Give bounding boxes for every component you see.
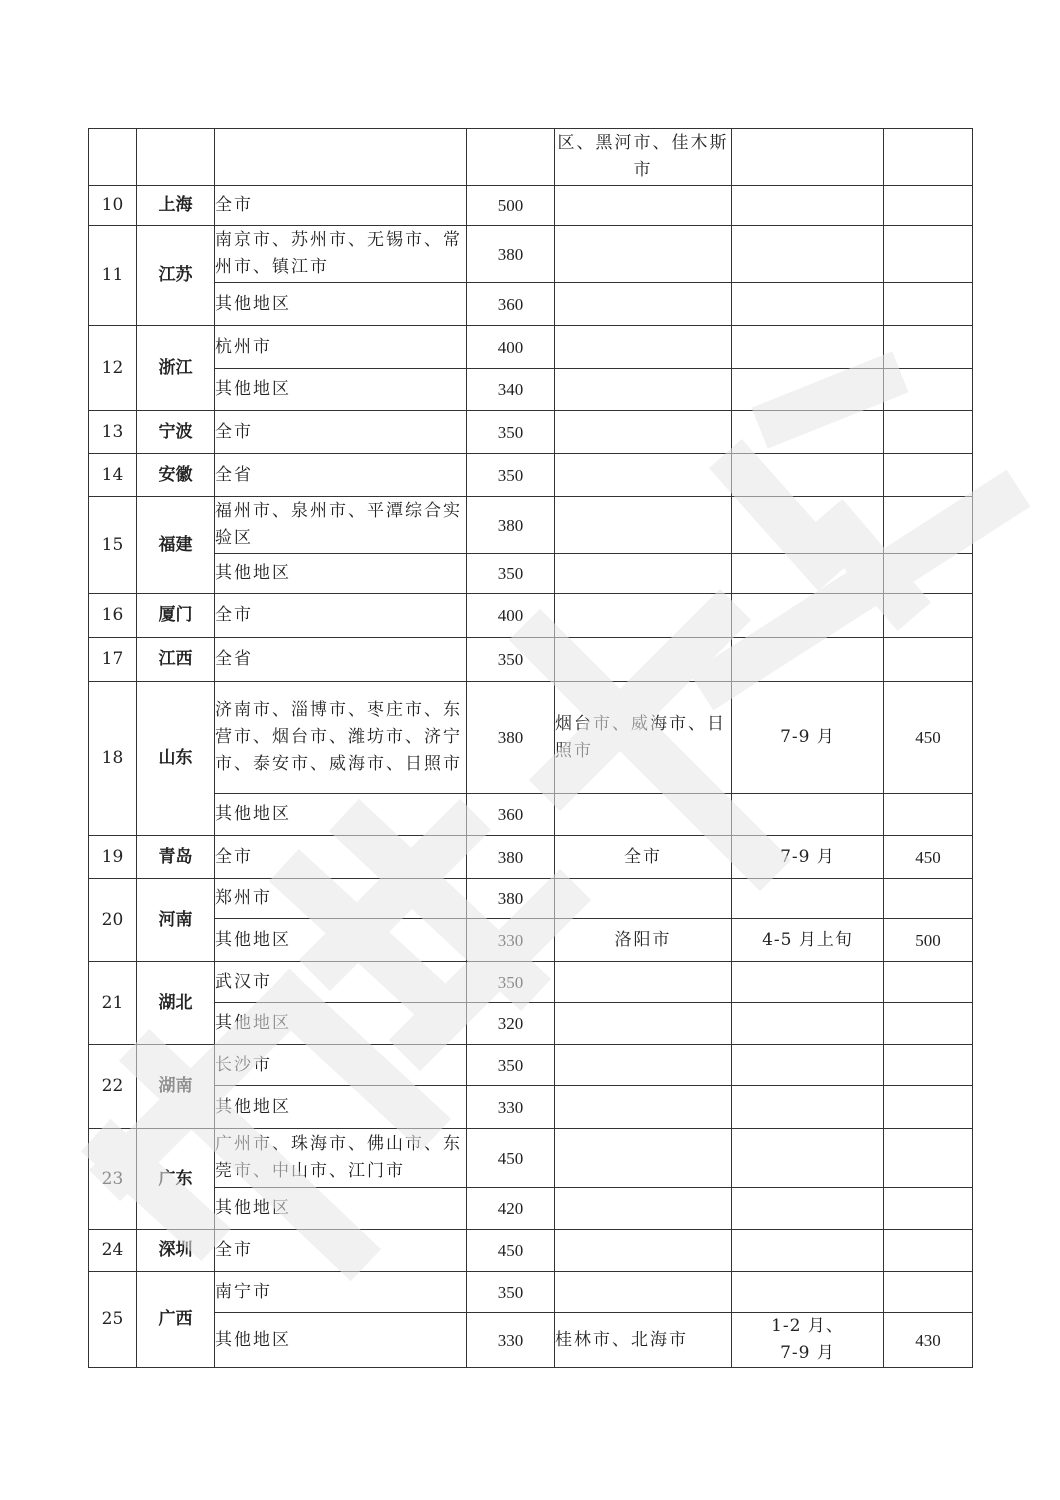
- table-row: [89, 919, 973, 962]
- special-area-cell: 桂林市、北海市: [555, 1313, 732, 1368]
- table-row: [89, 836, 973, 879]
- area-cell: 杭州市: [215, 326, 467, 369]
- table-row: [89, 1313, 973, 1368]
- table-row: [89, 1045, 973, 1086]
- standard-value-cell: 380: [467, 226, 555, 283]
- area-cell: 武汉市: [215, 962, 467, 1003]
- province-cell: 江西: [137, 638, 215, 682]
- standard-value-cell: 320: [467, 1003, 555, 1045]
- table-row: [89, 283, 973, 326]
- area-cell: 全市: [215, 411, 467, 454]
- peak-period-cell: 7-9 月: [732, 682, 884, 794]
- area-cell: 全市: [215, 1230, 467, 1272]
- standard-value-cell: 330: [467, 1086, 555, 1129]
- table-row: [89, 1129, 973, 1188]
- standard-value-cell: 360: [467, 794, 555, 836]
- standard-value-cell: 420: [467, 1188, 555, 1230]
- province-cell: 深圳: [137, 1230, 215, 1272]
- standard-value-cell: 400: [467, 326, 555, 369]
- peak-value-cell: 430: [884, 1313, 973, 1368]
- special-area-cell: 全市: [555, 836, 732, 879]
- table-row: [89, 411, 973, 454]
- row-number: 19: [89, 836, 137, 879]
- peak-value-cell: 450: [884, 836, 973, 879]
- table-row: [89, 326, 973, 369]
- table-row: [89, 794, 973, 836]
- row-number: 14: [89, 454, 137, 497]
- province-cell: 广东: [137, 1129, 215, 1230]
- province-cell: 宁波: [137, 411, 215, 454]
- peak-period-cell: 7-9 月: [732, 836, 884, 879]
- peak-period-cell: [732, 1313, 884, 1368]
- table-row: [89, 454, 973, 497]
- standard-value-cell: 350: [467, 1045, 555, 1086]
- table-row: [89, 1272, 973, 1313]
- table-row: [89, 1003, 973, 1045]
- area-cell: 其他地区: [215, 1188, 467, 1230]
- table-row: [89, 554, 973, 594]
- lodging-standard-table: [88, 128, 973, 1368]
- area-cell: 全省: [215, 638, 467, 682]
- row-number: 24: [89, 1230, 137, 1272]
- standard-value-cell: 350: [467, 554, 555, 594]
- row-number: 17: [89, 638, 137, 682]
- row-number: 20: [89, 879, 137, 962]
- table-row: [89, 1230, 973, 1272]
- area-cell: 全市: [215, 836, 467, 879]
- province-cell: 青岛: [137, 836, 215, 879]
- standard-value-cell: 450: [467, 1230, 555, 1272]
- row-number: 15: [89, 497, 137, 594]
- area-cell: 全市: [215, 594, 467, 638]
- area-cell: 其他地区: [215, 1313, 467, 1368]
- standard-value-cell: 340: [467, 369, 555, 411]
- standard-value-cell: 380: [467, 682, 555, 794]
- table-row: [89, 682, 973, 794]
- standard-value-cell: 330: [467, 919, 555, 962]
- area-cell: 其他地区: [215, 794, 467, 836]
- special-area-cell: 洛阳市: [555, 919, 732, 962]
- special-area-cell: 区、黑河市、佳木斯市: [555, 129, 732, 186]
- province-cell: 河南: [137, 879, 215, 962]
- table-row: [89, 638, 973, 682]
- standard-value-cell: 350: [467, 962, 555, 1003]
- row-number: 18: [89, 682, 137, 836]
- peak-period-cell: 4-5 月上旬: [732, 919, 884, 962]
- standard-value-cell: 350: [467, 1272, 555, 1313]
- table-row: [89, 226, 973, 283]
- standard-value-cell: 500: [467, 186, 555, 226]
- area-cell: 长沙市: [215, 1045, 467, 1086]
- row-number: 12: [89, 326, 137, 411]
- standard-value-cell: 380: [467, 879, 555, 919]
- table-row: [89, 962, 973, 1003]
- table-row: [89, 186, 973, 226]
- province-cell: 浙江: [137, 326, 215, 411]
- standard-value-cell: 380: [467, 497, 555, 554]
- row-number: 21: [89, 962, 137, 1045]
- standard-value-cell: 450: [467, 1129, 555, 1188]
- table-row: [89, 369, 973, 411]
- area-cell: 其他地区: [215, 1003, 467, 1045]
- area-cell: 其他地区: [215, 554, 467, 594]
- row-number: 23: [89, 1129, 137, 1230]
- province-cell: 山东: [137, 682, 215, 836]
- table-row: [89, 497, 973, 554]
- area-cell: 其他地区: [215, 919, 467, 962]
- area-cell: 南京市、苏州市、无锡市、常州市、镇江市: [215, 226, 467, 283]
- area-cell: 其他地区: [215, 283, 467, 326]
- area-cell: 广州市、珠海市、佛山市、东莞市、中山市、江门市: [215, 1129, 467, 1188]
- table-row: [89, 594, 973, 638]
- area-cell: 其他地区: [215, 369, 467, 411]
- area-cell: 福州市、泉州市、平潭综合实验区: [215, 497, 467, 554]
- peak-period-line: 1-2 月、: [771, 1316, 844, 1336]
- row-number: 25: [89, 1272, 137, 1368]
- peak-period-line: 7-9 月: [780, 1343, 835, 1363]
- province-cell: 安徽: [137, 454, 215, 497]
- area-cell: 郑州市: [215, 879, 467, 919]
- province-cell: 福建: [137, 497, 215, 594]
- table-row: [89, 879, 973, 919]
- province-cell: 湖南: [137, 1045, 215, 1129]
- area-cell: 南宁市: [215, 1272, 467, 1313]
- standard-value-cell: 330: [467, 1313, 555, 1368]
- standard-value-cell: 380: [467, 836, 555, 879]
- table-row: [89, 1188, 973, 1230]
- row-number: 13: [89, 411, 137, 454]
- area-cell: 全市: [215, 186, 467, 226]
- standard-value-cell: 350: [467, 638, 555, 682]
- table-row: [89, 129, 973, 186]
- province-cell: 湖北: [137, 962, 215, 1045]
- province-cell: 厦门: [137, 594, 215, 638]
- special-area-cell: 烟台市、威海市、日照市: [555, 682, 732, 794]
- standard-value-cell: 350: [467, 454, 555, 497]
- row-number: 11: [89, 226, 137, 326]
- province-cell: 江苏: [137, 226, 215, 326]
- row-number: 16: [89, 594, 137, 638]
- row-number: 22: [89, 1045, 137, 1129]
- area-cell: 其他地区: [215, 1086, 467, 1129]
- table-row: [89, 1086, 973, 1129]
- area-cell: 济南市、淄博市、枣庄市、东营市、烟台市、潍坊市、济宁市、泰安市、威海市、日照市: [215, 682, 467, 794]
- province-cell: 上海: [137, 186, 215, 226]
- row-number: 10: [89, 186, 137, 226]
- peak-value-cell: 450: [884, 682, 973, 794]
- standard-value-cell: 400: [467, 594, 555, 638]
- standard-value-cell: 350: [467, 411, 555, 454]
- area-cell: 全省: [215, 454, 467, 497]
- peak-value-cell: 500: [884, 919, 973, 962]
- province-cell: 广西: [137, 1272, 215, 1368]
- standard-value-cell: 360: [467, 283, 555, 326]
